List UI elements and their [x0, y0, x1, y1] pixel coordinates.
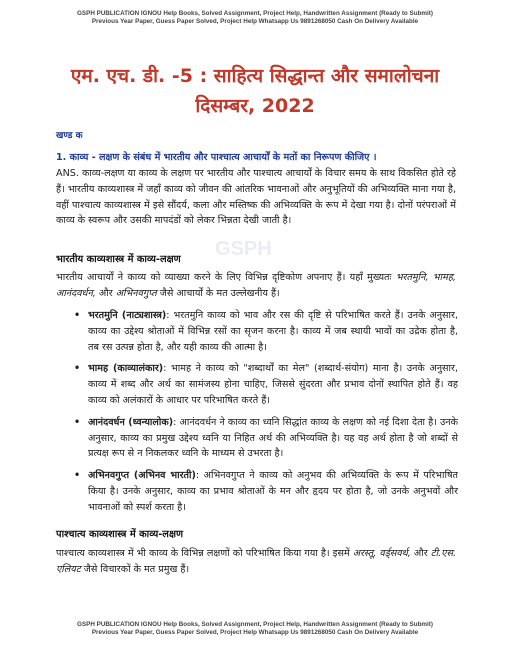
point-text: : आनंदवर्धन ने काव्य का ध्वनि सिद्धांत काव्य के लक्षण को नई दिशा देता है। उनके अनुसार, काव्य का प्रमुख उद्देश्य ध्वनि या निहित अर्थ की अभिव्यक्ति है। यह वह अर्थ होता है जो शब्दों से प्रत्यक्ष रूप से न निकलकर ध्वनि के माध्यम से उभरता है।	[88, 416, 458, 460]
subheading-western: पाश्चात्य काव्यशास्त्र में काव्य-लक्षण	[56, 529, 184, 540]
point-term: अभिनवगुप्त (अभिनव भारती)	[88, 470, 196, 482]
western-intro-and: और	[410, 548, 431, 559]
bullet: •	[74, 470, 81, 482]
indian-points-list	[74, 308, 458, 516]
point-term: आनंदवर्धन (ध्वन्यालोक)	[88, 416, 174, 428]
point-text: : भामह ने काव्य को "शब्दार्थों का मेल" (शब्दार्थ-संयोग) माना है। उनके अनुसार, काव्य में शब्द और अर्थ का सामंजस्य होना चाहिए, जिससे सुंदरता और प्रभाव दोनों स्थापित होते हैं। वह काव्य को अलंकारों के आधार पर परिभाषित करते हैं।	[88, 363, 458, 406]
list-item	[74, 415, 458, 462]
western-intro-lead: पाश्चात्य काव्यशास्त्र में भी काव्य के विभिन्न लक्षणों को परिभाषित किया गया है। इसमें	[56, 548, 353, 559]
section-label: खण्ड क	[56, 131, 83, 141]
list-item	[74, 308, 458, 355]
indian-intro	[56, 270, 456, 302]
watermark: GSPH	[215, 238, 272, 260]
answer-intro: ANS. काव्य-लक्षण या काव्य के लक्षण पर भारतीय और पाश्चात्य आचार्यों के विचार समय के साथ विकसित होते रहे हैं। भारतीय काव्यशास्त्र में जहाँ काव्य को जीवन की आंतरिक भावनाओं और अनुभूतियों की अभिव्यक्ति माना गया है, वहीं पाश्चात्य काव्यशास्त्र में इसे सौंदर्य, कला और मस्तिष्क की अभिव्यक्ति के रूप में देखा गया है। दोनों परंपराओं में काव्य के स्वरूप और उसकी मापदंडों को लेकर भिन्नता देखी जाती है।	[56, 168, 456, 227]
list-item	[74, 361, 458, 408]
list-item	[74, 468, 458, 515]
footer-line-1: GSPH PUBLICATION IGNOU Help Books, Solved Assignment, Project Help, Handwritten Assignment (Ready to Submit)	[77, 621, 433, 628]
bullet: •	[74, 416, 81, 428]
document-date: दिसम्बर, 2022	[195, 95, 315, 117]
western-intro-last: टी.एस. एलियट	[56, 548, 456, 575]
western-intro-tail: जैसे विचारकों के मत प्रमुख हैं।	[80, 563, 190, 575]
point-text: : अभिनवगुप्त ने काव्य को अनुभव की अभिव्यक्ति के रूप में परिभाषित किया है। उनके अनुसार, काव्य का प्रभाव श्रोताओं के मन और हृदय पर होता है, जो उनके अनुभवों और भावनाओं को स्पर्श करता है।	[88, 470, 458, 513]
bullet: •	[74, 363, 81, 375]
indian-intro-last: अभिनवगुप्त	[115, 287, 157, 299]
point-term: भरतमुनि (नाट्यशास्त्र)	[88, 310, 167, 321]
bullet: •	[74, 310, 81, 321]
indian-intro-and: और	[95, 287, 116, 299]
subheading-indian: भारतीय काव्यशास्त्र में काव्य-लक्षण	[56, 254, 181, 265]
point-text: : भरतमुनि काव्य को भाव और रस की दृष्टि से परिभाषित करते हैं। उनके अनुसार, काव्य का उद्देश्य श्रोताओं में विभिन्न रसों का सृजन करना है। काव्य में जब स्थायी भावों का उद्रेक होता है, तब रस उत्पन्न होता है, और यही काव्य की आत्मा है।	[88, 310, 458, 353]
western-intro-names: अरस्तू, वर्ड्सवर्थ,	[352, 548, 411, 559]
document-title: एम. एच. डी. -5 : साहित्य सिद्धान्त और समालोचना	[70, 65, 440, 87]
footer-line-2: Previous Year Paper, Guess Paper Solved, Project Help Whatsapp Us 9891268050 Cash On Delivery Available	[91, 629, 419, 636]
indian-intro-tail: जैसे आचार्यों के मत उल्लेखनीय हैं।	[156, 287, 280, 299]
point-term: भामह (काव्यालंकार)	[88, 363, 164, 375]
indian-intro-lead: भारतीय आचार्यों ने काव्य को व्याख्या करने के लिए विभिन्न दृष्टिकोण अपनाए हैं। यहाँ मुख्यतः	[56, 272, 392, 283]
header-line-1: GSPH PUBLICATION IGNOU Help Books, Solved Assignment, Project Help, Handwritten Assignment (Ready to Submit)	[77, 10, 433, 17]
indian-intro-names: भरतमुनि, भामह, आनंदवर्धन,	[56, 272, 456, 299]
western-intro	[56, 546, 456, 578]
header-line-2: Previous Year Paper, Guess Paper Solved, Project Help Whatsapp Us 9891268050 Cash On Delivery Available	[91, 18, 419, 25]
question: 1. काव्य - लक्षण के संबंध में भारतीय और पाश्चात्य आचार्यों के मतों का निरूपण कीजिए ।	[56, 152, 377, 163]
